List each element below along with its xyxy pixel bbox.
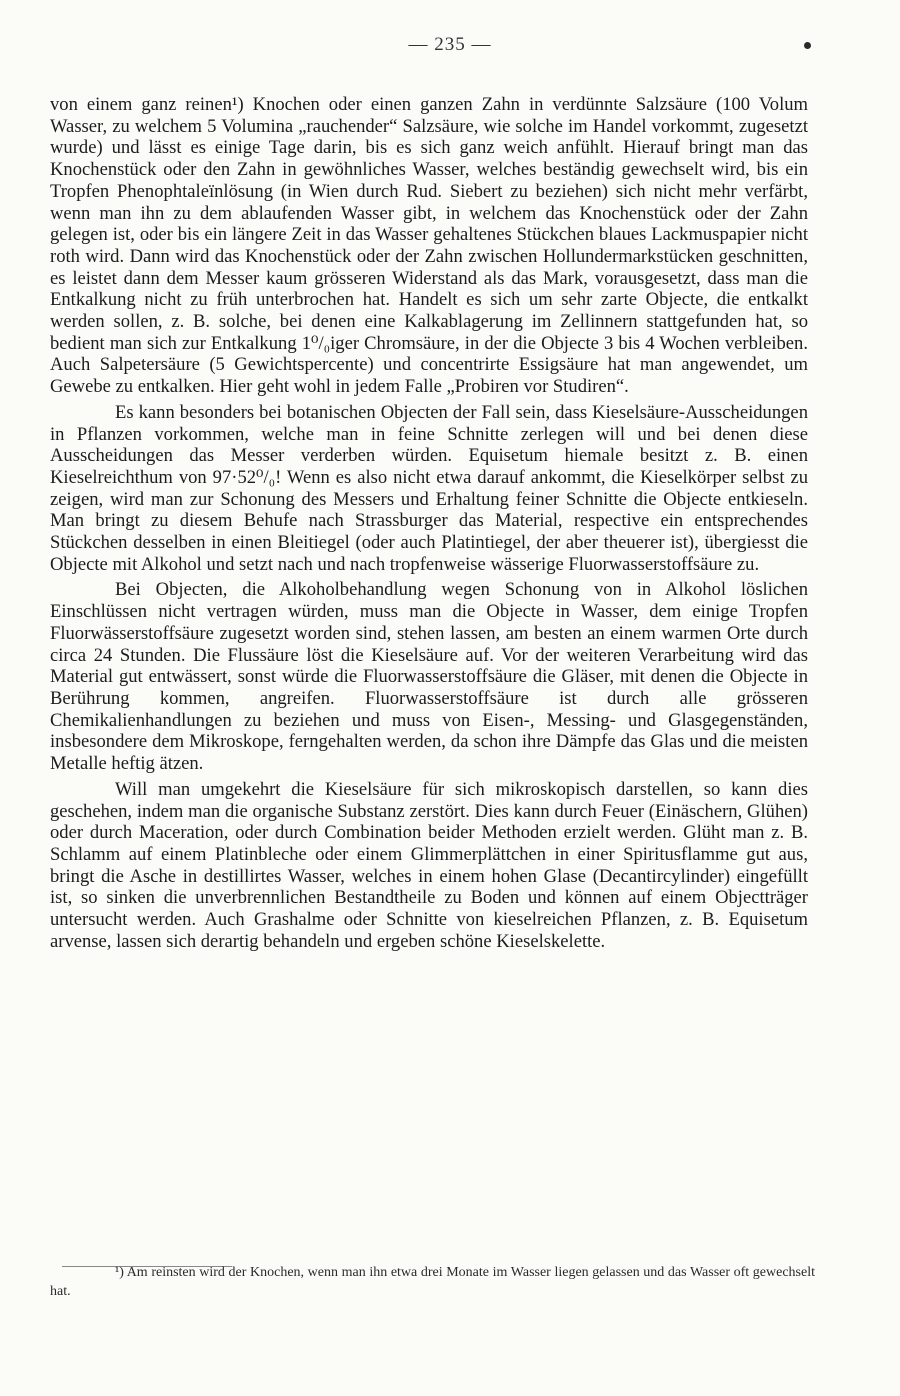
paragraph-2: Es kann besonders bei botanischen Objecten der Fall sein, dass Kieselsäure-Ausscheidungen in Pflanzen vorkommen, welche man in feine Schnitte zerlegen will und bei denen diese Ausscheidungen das Messer verderben würden. Equisetum hiemale besitzt z. B. einen Kieselreichthum von 97·52⁰/₀! Wenn es also nicht etwa darauf ankommt, die Kieselkörper selbst zu zeigen, wird man zur Schonung des Messers und Erhaltung feiner Schnitte die Objecte entkieseln. Man bringt zu diesem Behufe nach Strassburger das Material, respective ein entsprechendes Stückchen desselben in einen Bleitiegel (oder auch Platintiegel, der aber theuerer ist), übergiesst die Objecte mit Alkohol und setzt nach und nach tropfenweise wässerige Fluorwasserstoffsäure zu. bbox=[50, 401, 808, 575]
paragraph-1: von einem ganz reinen¹) Knochen oder einen ganzen Zahn in verdünnte Salzsäure (100 Volum Wasser, zu welchem 5 Volumina „rauchender“ Salzsäure, wie solche im Handel vorkommt, zugesetzt wurde) und lässt es einige Tage darin, bis es sich ganz weich anfühlt. Hierauf bringt man das Knochenstück oder den Zahn in gewöhnliches Wasser, welches beständig gewechselt wird, bis ein Tropfen Phenophtaleïnlösung (in Wien durch Rud. Siebert zu beziehen) sich nicht mehr verfärbt, wenn man ihn zu dem ablaufenden Wasser gibt, in welchem das Knochenstück oder der Zahn gelegen ist, oder bis ein längere Zeit in das Wasser gehaltenes Stückchen blaues Lackmuspapier nicht roth wird. Dann wird das Knochenstück oder der Zahn zwischen Hollundermarkstücken geschnitten, es leistet dann dem Messer kaum grösseren Widerstand als das Mark, vorausgesetzt, dass man die Entkalkung nicht zu früh unterbrochen hat. Handelt es sich um sehr zarte Objecte, die entkalkt werden sollen, z. B. solche, bei denen eine Kalkablagerung im Zellinnern stattgefunden hat, so bedient man sich zur Entkalkung 1⁰/₀iger Chromsäure, in der die Objecte 3 bis 4 Wochen verbleiben. Auch Salpetersäure (5 Gewichtspercente) und concentrirte Essigsäure hat man angewendet, um Gewebe zu entkalken. Hier geht wohl in jedem Falle „Probiren vor Studiren“. bbox=[50, 94, 808, 398]
paragraph-4: Will man umgekehrt die Kieselsäure für sich mikroskopisch darstellen, so kann dies geschehen, indem man die organische Substanz zerstört. Dies kann durch Feuer (Einäschern, Glühen) oder durch Maceration, oder durch Combination beider Methoden erzielt werden. Glüht man z. B. Schlamm auf einem Platinbleche oder einem Glimmerplättchen in einer Spiritusflamme gut aus, bringt die Asche in destillirtes Wasser, welches in einem hohen Glase (Decantircylinder) eingefüllt ist, so sinken die unverbrennlichen Bestandtheile zu Boden und können auf einem Objectträger untersucht werden. Auch Grashalme oder Schnitte von kieselreichen Pflanzen, z. B. Equisetum arvense, lassen sich derartig behandeln und ergeben schöne Kieselskelette. bbox=[50, 778, 808, 952]
paragraph-3: Bei Objecten, die Alkoholbehandlung wegen Schonung von in Alkohol löslichen Einschlüssen nicht vertragen würden, muss man die Objecte in Wasser, dem einige Tropfen Fluorwässerstoffsäure zugesetzt worden sind, stehen lassen, am besten an einem warmen Orte durch circa 24 Stunden. Die Flussäure löst die Kieselsäure auf. Vor der weiteren Verarbeitung wird das Material gut entwässert, sonst würde die Fluorwasserstoffsäure die Gläser, mit denen die Objecte in Berührung kommen, angreifen. Fluorwasserstoffsäure ist durch alle grösseren Chemikalienhandlungen zu beziehen und muss von Eisen-, Messing- und Glasgegenständen, insbesondere dem Mikroskope, ferngehalten werden, da schon ihre Dämpfe das Glas und die meisten Metalle heftig ätzen. bbox=[50, 579, 808, 775]
footnote-text: ¹) Am reinsten wird der Knochen, wenn man ihn etwa drei Monate im Wasser liegen gelassen und das Wasser oft gewechselt hat. bbox=[50, 1265, 815, 1299]
body-text bbox=[50, 94, 808, 952]
footnote bbox=[50, 1263, 815, 1301]
ink-dot bbox=[804, 42, 811, 49]
page-number: — 235 — bbox=[408, 34, 492, 55]
